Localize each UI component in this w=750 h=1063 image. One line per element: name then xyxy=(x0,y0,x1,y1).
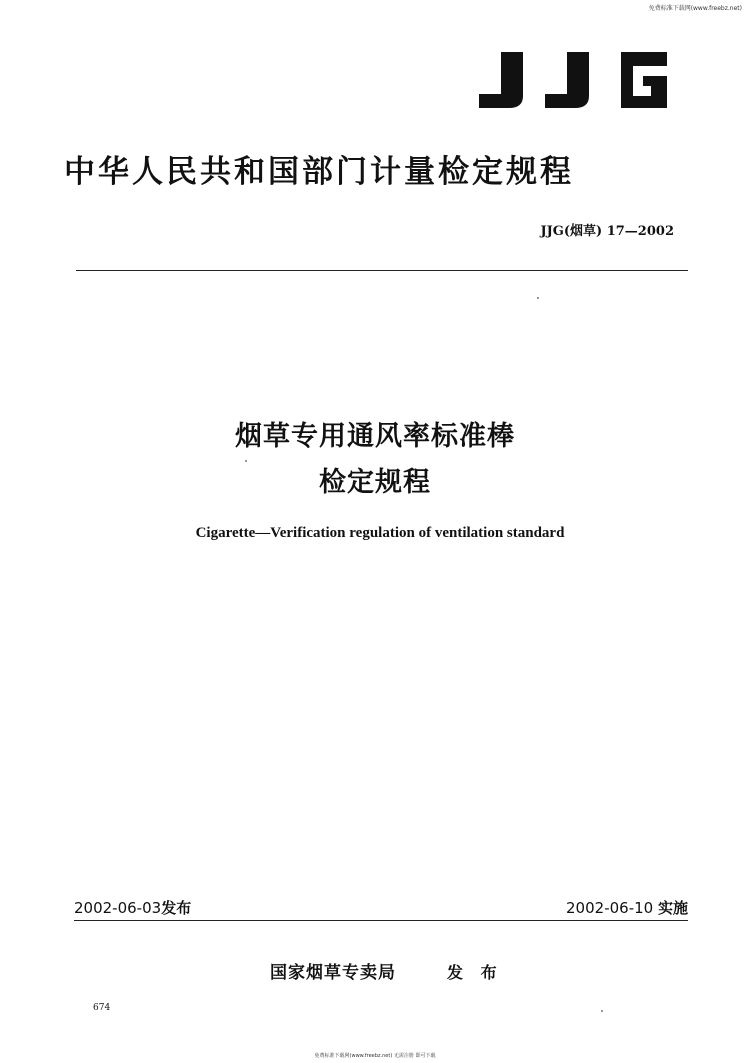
footer-divider xyxy=(74,920,688,921)
top-watermark: 免费标准下载网(www.freebz.net) xyxy=(648,5,742,12)
standard-code: JJG(烟草) 17—2002 xyxy=(540,224,674,239)
implement-date xyxy=(566,897,688,918)
issue-date-label: 发布 xyxy=(161,899,192,917)
logo-letter-j2 xyxy=(545,52,589,108)
implement-date-value: 2002-06-10 xyxy=(566,899,654,917)
logo-letter-j1 xyxy=(479,52,523,108)
bottom-watermark: 免费标准下载网(www.freebz.net) 无需注册 即可下载 xyxy=(314,1053,436,1059)
issue-date xyxy=(74,897,191,918)
jjg-logo xyxy=(471,46,671,112)
scan-speck xyxy=(537,297,539,299)
header-title: 中华人民共和国部门计量检定规程 xyxy=(64,154,574,190)
publisher-name: 国家烟草专卖局 xyxy=(270,963,396,983)
implement-date-label: 实施 xyxy=(657,899,688,917)
logo-letter-g xyxy=(621,52,667,108)
scan-speck xyxy=(601,1010,603,1012)
document-title-line2: 检定规程 xyxy=(319,467,431,498)
page-number: 674 xyxy=(93,1003,111,1013)
header-divider xyxy=(76,270,688,271)
english-title: Cigarette—Verification regulation of ventilation standard xyxy=(195,525,565,541)
issue-date-value: 2002-06-03 xyxy=(74,899,162,917)
publisher-action: 发 布 xyxy=(447,963,503,982)
document-title-line1: 烟草专用通风率标准棒 xyxy=(235,421,515,452)
